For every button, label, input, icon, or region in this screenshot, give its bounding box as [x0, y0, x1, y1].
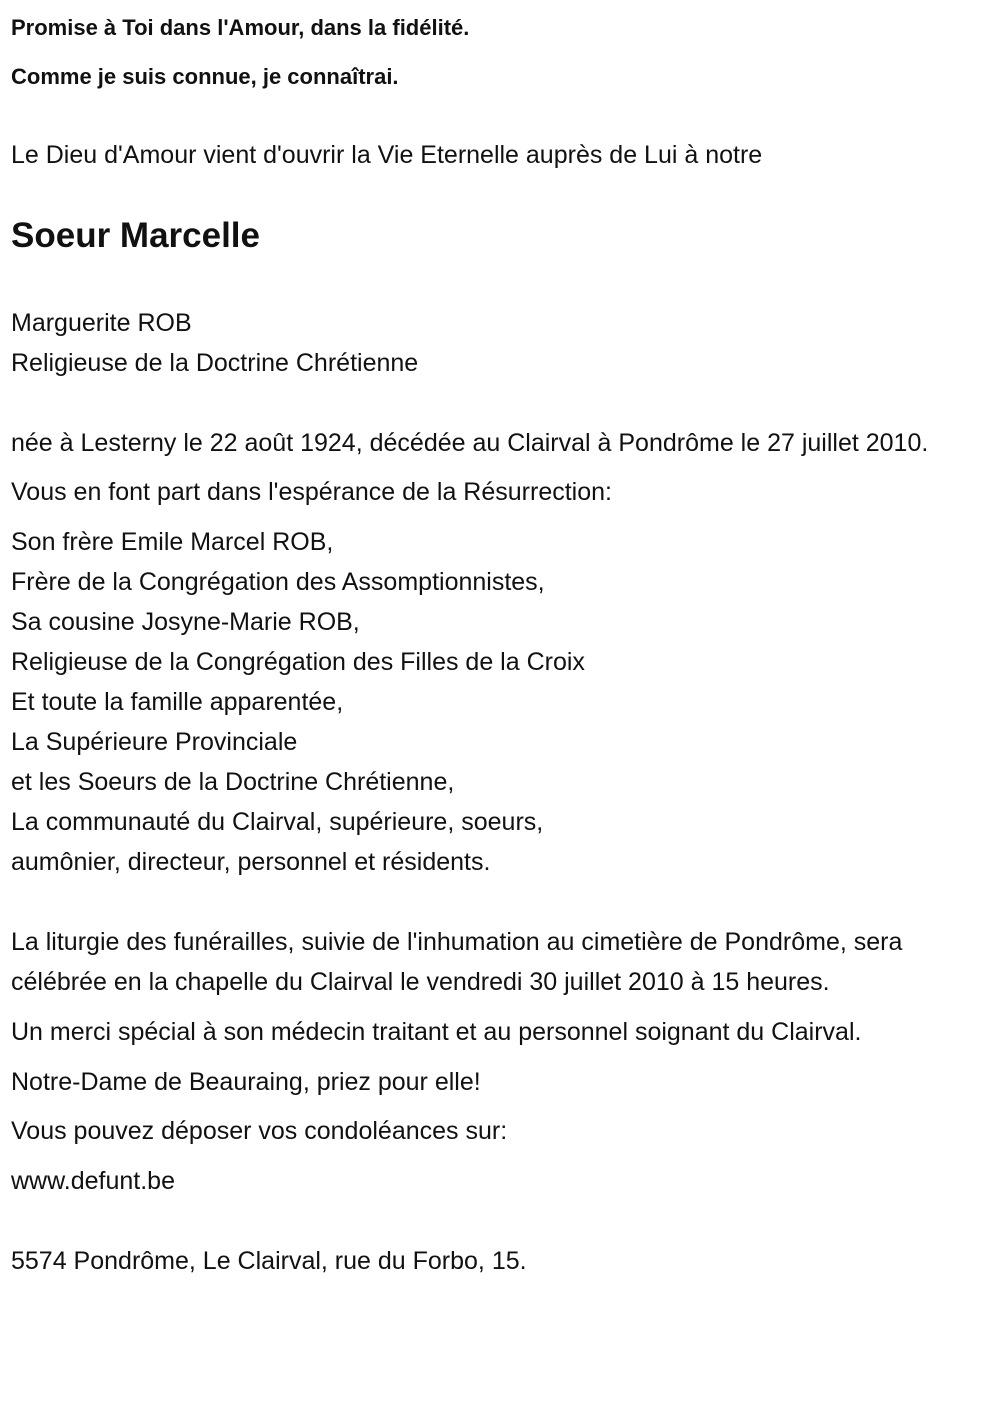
- epigraph-line-2: Comme je suis connue, je connaîtrai.: [11, 64, 399, 89]
- announce-text: Vous en font part dans l'espérance de la Résurrection:: [11, 478, 612, 506]
- family-member: aumônier, directeur, personnel et résidents.: [11, 848, 491, 876]
- civil-name: Marguerite ROB: [11, 309, 192, 337]
- prayer-text: Notre-Dame de Beauraing, priez pour elle!: [11, 1068, 481, 1096]
- family-member: La Supérieure Provinciale: [11, 728, 298, 756]
- thanks-text: Un merci spécial à son médecin traitant et au personnel soignant du Clairval.: [11, 1018, 862, 1046]
- family-member: et les Soeurs de la Doctrine Chrétienne,: [11, 768, 455, 796]
- family-member: Sa cousine Josyne-Marie ROB,: [11, 608, 360, 636]
- birth-death-text: née à Lesterny le 22 août 1924, décédée au Clairval à Pondrôme le 27 juillet 2010.: [11, 429, 929, 457]
- epigraph-line-1: Promise à Toi dans l'Amour, dans la fidélité.: [11, 15, 470, 40]
- family-member: La communauté du Clairval, supérieure, soeurs,: [11, 808, 544, 836]
- family-member: Frère de la Congrégation des Assomptionnistes,: [11, 568, 545, 596]
- website-link[interactable]: www.defunt.be: [11, 1167, 175, 1195]
- address-text: 5574 Pondrôme, Le Clairval, rue du Forbo, 15.: [11, 1247, 527, 1275]
- religious-role: Religieuse de la Doctrine Chrétienne: [11, 349, 419, 377]
- funeral-text: La liturgie des funérailles, suivie de l'inhumation au cimetière de Pondrôme, sera célébrée en la chapelle du Clairval le vendredi 30 juillet 2010 à 15 heures.: [11, 928, 903, 996]
- family-member: Et toute la famille apparentée,: [11, 688, 344, 716]
- family-member: Religieuse de la Congrégation des Filles de la Croix: [11, 648, 585, 676]
- family-member: Son frère Emile Marcel ROB,: [11, 528, 334, 556]
- condolences-text: Vous pouvez déposer vos condoléances sur:: [11, 1117, 508, 1145]
- family-list: [11, 522, 986, 882]
- deceased-name: Soeur Marcelle: [11, 216, 260, 255]
- intro-text: Le Dieu d'Amour vient d'ouvrir la Vie Eternelle auprès de Lui à notre: [11, 141, 763, 169]
